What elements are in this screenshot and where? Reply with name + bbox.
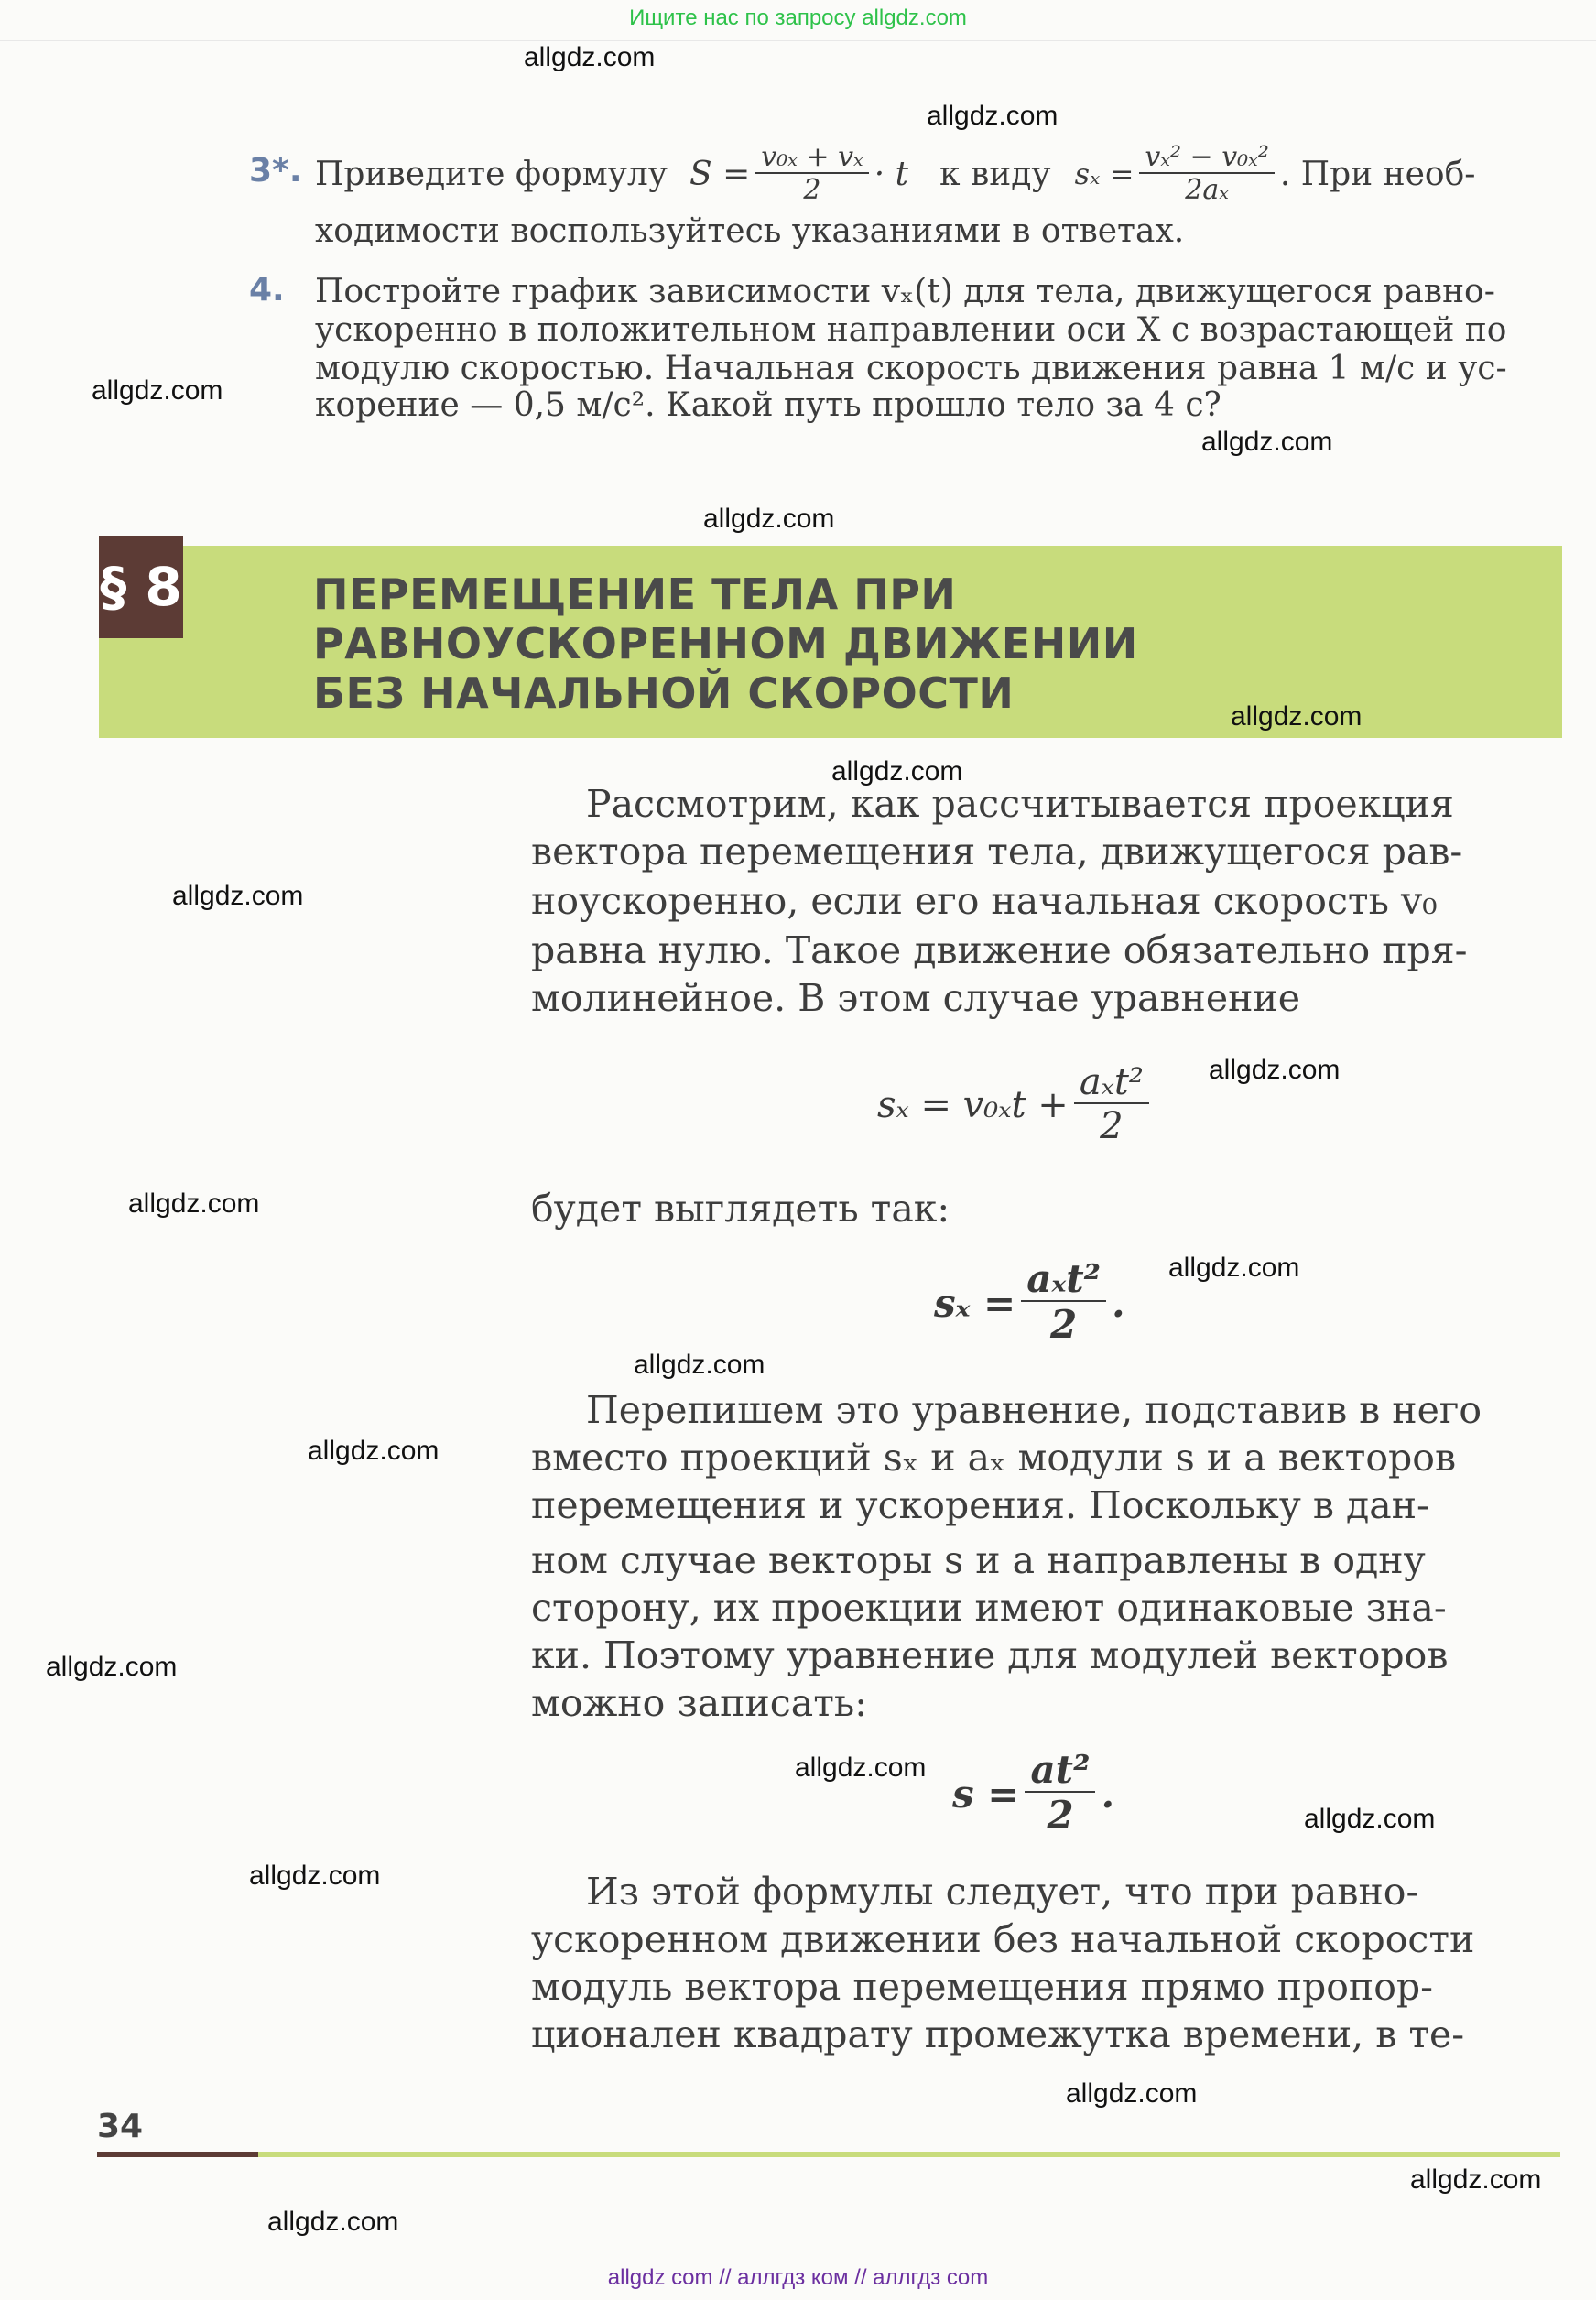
equation-1 <box>877 1062 1155 1148</box>
watermark: allgdz.com <box>703 504 835 534</box>
task-4-line-4: корение — 0,5 м/с². Какой путь прошло тело за 4 с? <box>315 386 1221 424</box>
equation-3-fraction <box>1025 1749 1095 1839</box>
task-3-lead: Приведите формулу <box>315 155 668 193</box>
body-p1-line-1: Рассмотрим, как рассчитывается проекция <box>586 782 1454 826</box>
section-title-line-1: ПЕРЕМЕЩЕНИЕ ТЕЛА ПРИ <box>313 570 957 619</box>
equation-2-num: aₓt² <box>1021 1258 1106 1302</box>
body-p4-line-4: ционален квадрату промежутка времени, в те- <box>531 2012 1465 2056</box>
task-4-line-2: ускоренно в положительном направлении оси X с возрастающей по <box>315 311 1507 349</box>
equation-2-fraction <box>1021 1258 1106 1349</box>
equation-2 <box>934 1258 1125 1349</box>
task-3-tail: . При необ- <box>1279 155 1476 193</box>
body-p3-line-6: ки. Поэтому уравнение для модулей векторов <box>531 1633 1449 1677</box>
equation-2-lhs: sₓ = <box>934 1280 1016 1326</box>
equation-3-num: at² <box>1025 1749 1095 1793</box>
task-3-formula1-lhs: S = <box>689 155 751 193</box>
watermark: allgdz.com <box>795 1752 927 1783</box>
top-divider <box>0 40 1596 41</box>
equation-3-den: 2 <box>1047 1793 1074 1839</box>
task-3-mid: к виду <box>939 155 1051 193</box>
body-p3-line-7: можно записать: <box>531 1681 868 1725</box>
equation-2-den: 2 <box>1050 1302 1078 1348</box>
watermark: allgdz.com <box>1209 1055 1341 1085</box>
watermark: allgdz.com <box>1410 2164 1542 2195</box>
body-p3-line-5: сторону, их проекции имеют одинаковые зна- <box>531 1586 1447 1630</box>
task-3-line-2: ходимости воспользуйтесь указаниями в ответах. <box>315 212 1185 250</box>
body-p4-line-1: Из этой формулы следует, что при равно- <box>586 1870 1419 1914</box>
task-3-formula1-num: v₀ₓ + vₓ <box>755 142 868 174</box>
task-3-formula1-den: 2 <box>803 173 821 206</box>
watermark: allgdz.com <box>249 1861 381 1891</box>
watermark: allgdz.com <box>1066 2078 1198 2109</box>
footer-rule <box>97 2152 1560 2157</box>
equation-1-lhs: sₓ = v₀ₓt + <box>877 1084 1069 1126</box>
body-p4-line-3: модуль вектора перемещения прямо пропор- <box>531 1965 1434 2009</box>
task-4-line-1: Постройте график зависимости vₓ(t) для тела, движущегося равно- <box>315 273 1495 310</box>
task-3-line-1 <box>315 137 1475 211</box>
watermark: allgdz.com <box>46 1652 178 1682</box>
search-hint: Ищите нас по запросу allgdz.com <box>629 5 967 30</box>
body-p1-line-4: равна нулю. Такое движение обязательно пря- <box>531 928 1468 972</box>
watermark: allgdz.com <box>92 375 223 406</box>
watermark: allgdz.com <box>524 42 656 72</box>
footer-rule-accent <box>97 2152 258 2157</box>
task-3-formula2-den: 2aₓ <box>1185 173 1229 206</box>
body-p2: будет выглядеть так: <box>531 1187 950 1231</box>
body-p3-line-3: перемещения и ускорения. Поскольку в дан- <box>531 1483 1429 1527</box>
body-p3-line-2: вместо проекций sₓ и aₓ модули s и a векторов <box>531 1436 1457 1480</box>
watermark: allgdz.com <box>927 101 1059 131</box>
body-p4-line-2: ускоренном движении без начальной скорости <box>531 1917 1475 1961</box>
section-title-line-2: РАВНОУСКОРЕННОМ ДВИЖЕНИИ <box>313 619 1138 668</box>
equation-3 <box>952 1749 1114 1839</box>
body-p1-line-2: вектора перемещения тела, движущегося рав- <box>531 830 1463 873</box>
body-p3-line-4: ном случае векторы s и a направлены в одну <box>531 1538 1426 1582</box>
watermark: allgdz.com <box>1231 701 1363 732</box>
task-3-formula2-fraction <box>1139 142 1274 207</box>
watermark: allgdz.com <box>172 881 304 911</box>
task-3-formula2-num: vₓ² − v₀ₓ² <box>1139 142 1274 174</box>
watermark: allgdz.com <box>1304 1804 1436 1834</box>
task-3-formula1-rhs: · t <box>874 155 909 193</box>
watermark: allgdz.com <box>267 2207 399 2237</box>
equation-2-end: . <box>1112 1280 1125 1326</box>
watermark: allgdz.com <box>1201 427 1333 457</box>
body-p3-line-1: Перепишем это уравнение, подставив в него <box>586 1388 1482 1432</box>
task-4-number: 4. <box>249 271 285 309</box>
equation-3-end: . <box>1101 1771 1115 1817</box>
section-number-badge: § 8 <box>99 536 183 638</box>
section-title-line-3: БЕЗ НАЧАЛЬНОЙ СКОРОСТИ <box>313 668 1015 718</box>
task-3-formula1-fraction <box>755 142 868 207</box>
watermark: allgdz.com <box>1168 1253 1300 1283</box>
watermark: allgdz.com <box>308 1436 440 1466</box>
task-4-line-3: модулю скоростью. Начальная скорость движения равна 1 м/с и ус- <box>315 350 1507 387</box>
equation-3-lhs: s = <box>952 1771 1020 1817</box>
equation-1-den: 2 <box>1100 1105 1124 1147</box>
watermark: allgdz.com <box>831 756 963 787</box>
body-p1-line-5: молинейное. В этом случае уравнение <box>531 976 1300 1020</box>
body-p1-line-3: ноускоренно, если его начальная скорость v₀ <box>531 879 1438 923</box>
task-3-formula2-lhs: sₓ = <box>1074 157 1135 191</box>
watermark: allgdz.com <box>634 1350 765 1380</box>
watermark: allgdz.com <box>128 1188 260 1219</box>
equation-1-fraction <box>1074 1062 1149 1148</box>
equation-1-num: aₓt² <box>1074 1062 1149 1104</box>
page-number: 34 <box>97 2108 144 2145</box>
footer-links[interactable]: allgdz com // аллгдз ком // аллгдз com <box>607 2265 989 2290</box>
task-3-number: 3*. <box>249 152 302 190</box>
